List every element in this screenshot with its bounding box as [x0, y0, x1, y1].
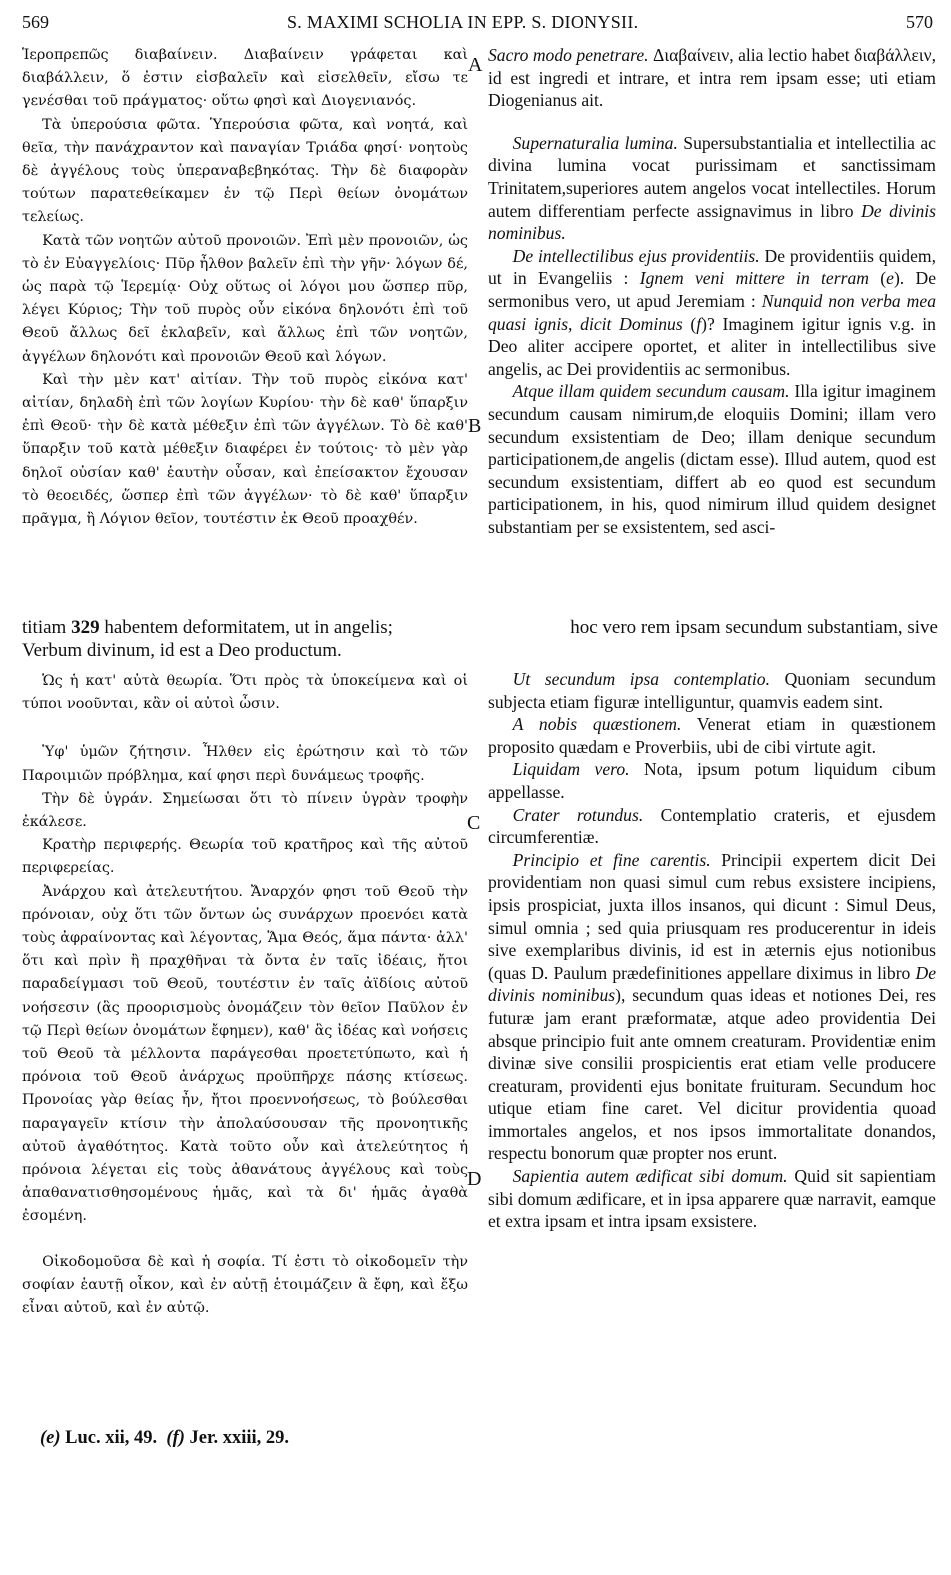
latin-paragraph: De intellectilibus ejus providentiis. De providentiis quidem, ut in Evangeliis : Ignem veni mittere in terram (e). De sermonibus vero, ut apud Jeremiam : Nunquid non verba mea quasi ignis, dicit Dominus (f)? Imaginem igitur ignis v.g. in Deo aliter accipere oportet, et aliter in intellectilibus sive angelis, ac Dei providentiis ac sermonibus.: [488, 245, 937, 379]
latin-paragraph: Crater rotundus. Contemplatio crateris, et ejusdem circumferentiæ.: [488, 804, 936, 848]
margin-letter-a: A: [468, 54, 483, 76]
latin-column-top: [488, 44, 936, 538]
latin-paragraph: Liquidam vero. Nota, ipsum potum liquidum cibum appellasse.: [488, 759, 936, 802]
greek-paragraph: Καὶ τὴν μὲν κατ' αἰτίαν. Τὴν τοῦ πυρὸς εἰκόνα κατ' αἰτίαν, δηλαδὴ ἐπὶ τῶν λογίων Κυρίου· τὴν δὲ καθ' ὕπαρξιν ἐπὶ Θεοῦ· τὴν δὲ κατὰ μέθεξιν ἐπὶ τῶν ἀγγέλων. Τὸ δὲ καθ' ὕπαρξιν τοῦ κατὰ μέθεξιν διαφέρει ἐν τούτοις· τὸ μὲν γὰρ δηλοῖ οὐσίαν καθ' ἑαυτὴν οὖσαν, καὶ ἐπείσακτον ἔχουσαν τὸ θεοειδές, ὥσπερ ἐπὶ τῶν ἀγγέλων· τὸ δὲ καθ' ὕπαρξιν πρᾶγμα, ἢ Λόγιον θεῖον, τουτέστιν ἐκ Θεοῦ προαχθέν.: [22, 371, 468, 528]
footnote-ref-f: Jer. xxiii, 29.: [189, 1428, 290, 1448]
running-title: S. MAXIMI SCHOLIA IN EPP. S. DIONYSII.: [287, 12, 639, 32]
latin-paragraph: Ut secundum ipsa contemplatio. Quoniam secundum subjecta etiam figuræ intelliguntur, quamvis eadem sint.: [488, 669, 936, 712]
bridging-text: [22, 616, 938, 662]
margin-letter-d: D: [467, 1168, 482, 1190]
page-number-left: 569: [22, 12, 49, 32]
greek-paragraph: Ἱεροπρεπῶς διαβαίνειν. Διαβαίνειν γράφεται καὶ διαβάλλειν, ὅ ἐστιν εἰσβαλεῖν καὶ εἰσελθεῖν, εἴσω τε γενέσθαι τοῦ πράγματος· οὕτω φησὶ καὶ Διογενιανός.: [22, 47, 468, 110]
page-header: [22, 12, 933, 38]
margin-letter-c: C: [467, 812, 481, 834]
greek-paragraph: Κρατὴρ περιφερής. Θεωρία τοῦ κρατῆρος καὶ τῆς αὐτοῦ περιφερείας.: [22, 837, 468, 877]
greek-paragraph: Οἰκοδομοῦσα δὲ καὶ ἡ σοφία. Τί ἐστι τὸ οἰκοδομεῖν τὴν σοφίαν ἑαυτῇ οἶκον, καὶ ἐν αὐτῇ ἑτοιμάζειν ἃ ἔφη, καὶ ἔξω εἶναι αὐτοῦ, καὶ ἐν αὐτῷ.: [22, 1253, 468, 1317]
latin-paragraph: Atque illam quidem secundum causam. Illa igitur imaginem secundum causam nimirum,de eloquiis Domini; illam vero secundum exsistentiam de Deo; illam denique secundum participationem,de angelis (dictam esse). Illud autem, quod est secundum exsistentiam, differt ab eo quod est secundum participationem, in his, quod nimirum illud quidem designet substantiam per se exsistentem, sed asci-: [488, 381, 936, 537]
column-number: 329: [71, 617, 100, 638]
footnote-ref-e: Luc. xii, 49.: [65, 1428, 158, 1448]
bridge-right: hoc vero rem ipsam secundum substantiam, sive: [570, 617, 938, 638]
latin-column-bottom: [488, 668, 936, 1233]
footnote: (e) Luc. xii, 49. (f) Jer. xxiii, 29.: [40, 1428, 290, 1448]
bridge-left: titiam 329 habentem deformitatem, ut in angelis;: [22, 617, 393, 638]
greek-paragraph: Ἀνάρχου καὶ ἀτελευτήτου. Ἄναρχόν φησι τοῦ Θεοῦ τὴν πρόνοιαν, οὐχ ὅτι τῶν ὄντων ὡς συνάρχων προενόει κατὰ τοὺς ἀφραίνοντας καὶ λέγοντας, Ἅμα Θεός, ἅμα πάντα· ἀλλ' ὅτι καὶ πρὶν ἢ πραχθῆναι τὰ ὄντα ἐν ταῖς ἰδέαις, ἤτοι παραδείγμασι τοῦ Θεοῦ, τουτέστιν ἐν ταῖς ἀϊδίοις αὐτοῦ νοήσεσιν (ἃς προορισμοὺς ὀνομάζειν τὸν θεῖον Παῦλον ἐν τῷ Περὶ θείων ὀνομάτων ἔφημεν), καθ' ἃς ἰδέας καὶ νοήσεις τοῦ Θεοῦ τὰ μέλλοντα παράγεσθαι προετετύπωτο, καὶ ἡ πρόνοια τοῦ Θεοῦ ἀνάρχως προϋπῆρχε πάσης κτίσεως. Προνοίας γὰρ θείας ἦν, ἤτοι προεννοήσεως, τὸ βούλεσθαι παραγαγεῖν κτίσιν τὴν ἀπολαύσουσαν τῆς προνοητικῆς αὐτοῦ ἀγαθότητος. Κατὰ τοῦτο οὖν καὶ ἀτελεύτητος ἡ πρόνοια λέγεται εἰς τοὺς ἀθανάτους ἀγγέλους καὶ τοὺς ἀπαθανατισθησομένους ἡμᾶς, καὶ τὰ δι' ἡμᾶς ἀγαθὰ ἐσομένη.: [22, 883, 468, 1225]
greek-column-top: [22, 44, 468, 531]
latin-paragraph: Sapientia autem ædificat sibi domum. Quid sit sapientiam sibi domum ædificare, et in ipsa apparere quæ narravit, eamque et extra ipsam et intra ipsam exsistere.: [488, 1166, 936, 1232]
greek-paragraph: Ὡς ἡ κατ' αὐτὰ θεωρία. Ὅτι πρὸς τὰ ὑποκείμενα καὶ οἱ τύποι νοοῦνται, κἂν οἱ αὐτοὶ ὦσιν.: [22, 673, 468, 713]
greek-column-bottom: [22, 670, 468, 1320]
latin-paragraph: Supernaturalia lumina. Supersubstantialia et intellectilia ac divina lumina vocat purissimam et sanctissimam Trinitatem,superiores autem angelos vocat intellectiles. Horum autem differentiam perfecte assignavimus in libro De divinis nominibus.: [488, 132, 937, 244]
greek-paragraph: Ὑφ' ὑμῶν ζήτησιν. Ἦλθεν εἰς ἐρώτησιν καὶ τὸ τῶν Παροιμιῶν πρόβλημα, καί φησι περὶ δυνάμεως τροφῆς.: [22, 744, 468, 784]
greek-paragraph: Κατὰ τῶν νοητῶν αὐτοῦ προνοιῶν. Ἐπὶ μὲν προνοιῶν, ὡς τὸ ἐν Εὐαγγελίοις· Πῦρ ἦλθον βαλεῖν ἐπὶ τὴν γῆν· λόγων δέ, ὡς παρὰ τῷ Ἱερεμίᾳ· Οὐχ οὕτως οἱ λόγοι μου ὥσπερ πῦρ, λέγει Κύριος; Τὴν τοῦ πυρὸς οὖν εἰκόνα δηλονότι ἐπὶ τοῦ Θεοῦ ἄλλως δεῖ ἐκλαβεῖν, καὶ ἄλλως ἐπὶ τῶν νοητῶν, ἀγγέλων δηλονότι καὶ προνοιῶν Θεοῦ καὶ λόγων.: [22, 232, 468, 365]
latin-paragraph: A nobis quæstionem. Venerat etiam in quæstionem proposito quædam e Proverbiis, ubi de cibi virtute agit.: [488, 714, 936, 757]
latin-paragraph: Principio et fine carentis. Principii expertem dicit Dei providentiam non quasi simul cum rebus exsistere incipiens, ipsis prospiciat, juxta illos insanos, qui dicunt : Simul Deus, simul omnia ; sed quia priusquam res producerentur in ideis sive exemplaribus divinis, id est in æternis ejus notionibus (quas D. Paulum prædefinitiones appellare diximus in libro De divinis nominibus), secundum quas ideas et notiones Dei, res futuræ jam erant præformatæ, atque adeo providentia Dei absque principio fuit ante omnem creaturam. Providentiæ enim divinæ sive consilii prospicientis erat etiam velle producere creaturam, providenti ejus bonitate fruituram. Secundum hoc utique etiam fine caret. Vel dicitur providentia quoad immortales angelos, et nos ipsos immortalitate donandos, respectu bonorum quæ propter nos erunt.: [488, 849, 936, 1164]
bridge-line-2: Verbum divinum, id est a Deo productum.: [22, 640, 342, 661]
latin-paragraph: Sacro modo penetrare. Διαβαίνειν, alia lectio habet διαβάλλειν, id est ingredi et intrare, et intra rem ipsam esse; uti etiam Diogenianus ait.: [488, 45, 936, 111]
margin-letter-b: B: [468, 415, 482, 437]
greek-paragraph: Τὰ ὑπερούσια φῶτα. Ὑπερούσια φῶτα, καὶ νοητά, καὶ θεῖα, τὴν πανάχραντον καὶ παναγίαν Τριάδα φησί· νοητοὺς δὲ ἀγγέλους τοὺς ὑπεραναβεβηκότας. Τὴν δὲ διαφορὰν τούτων παρατεθείκαμεν ἐν τῷ Περὶ θείων ὀνομάτων τελείως.: [22, 116, 468, 226]
bridge-line-1: [22, 616, 938, 639]
greek-paragraph: Τὴν δὲ ὑγράν. Σημείωσαι ὅτι τὸ πίνειν ὑγρὰν τροφὴν ἐκάλεσε.: [22, 790, 468, 831]
page-number-right: 570: [906, 12, 933, 32]
